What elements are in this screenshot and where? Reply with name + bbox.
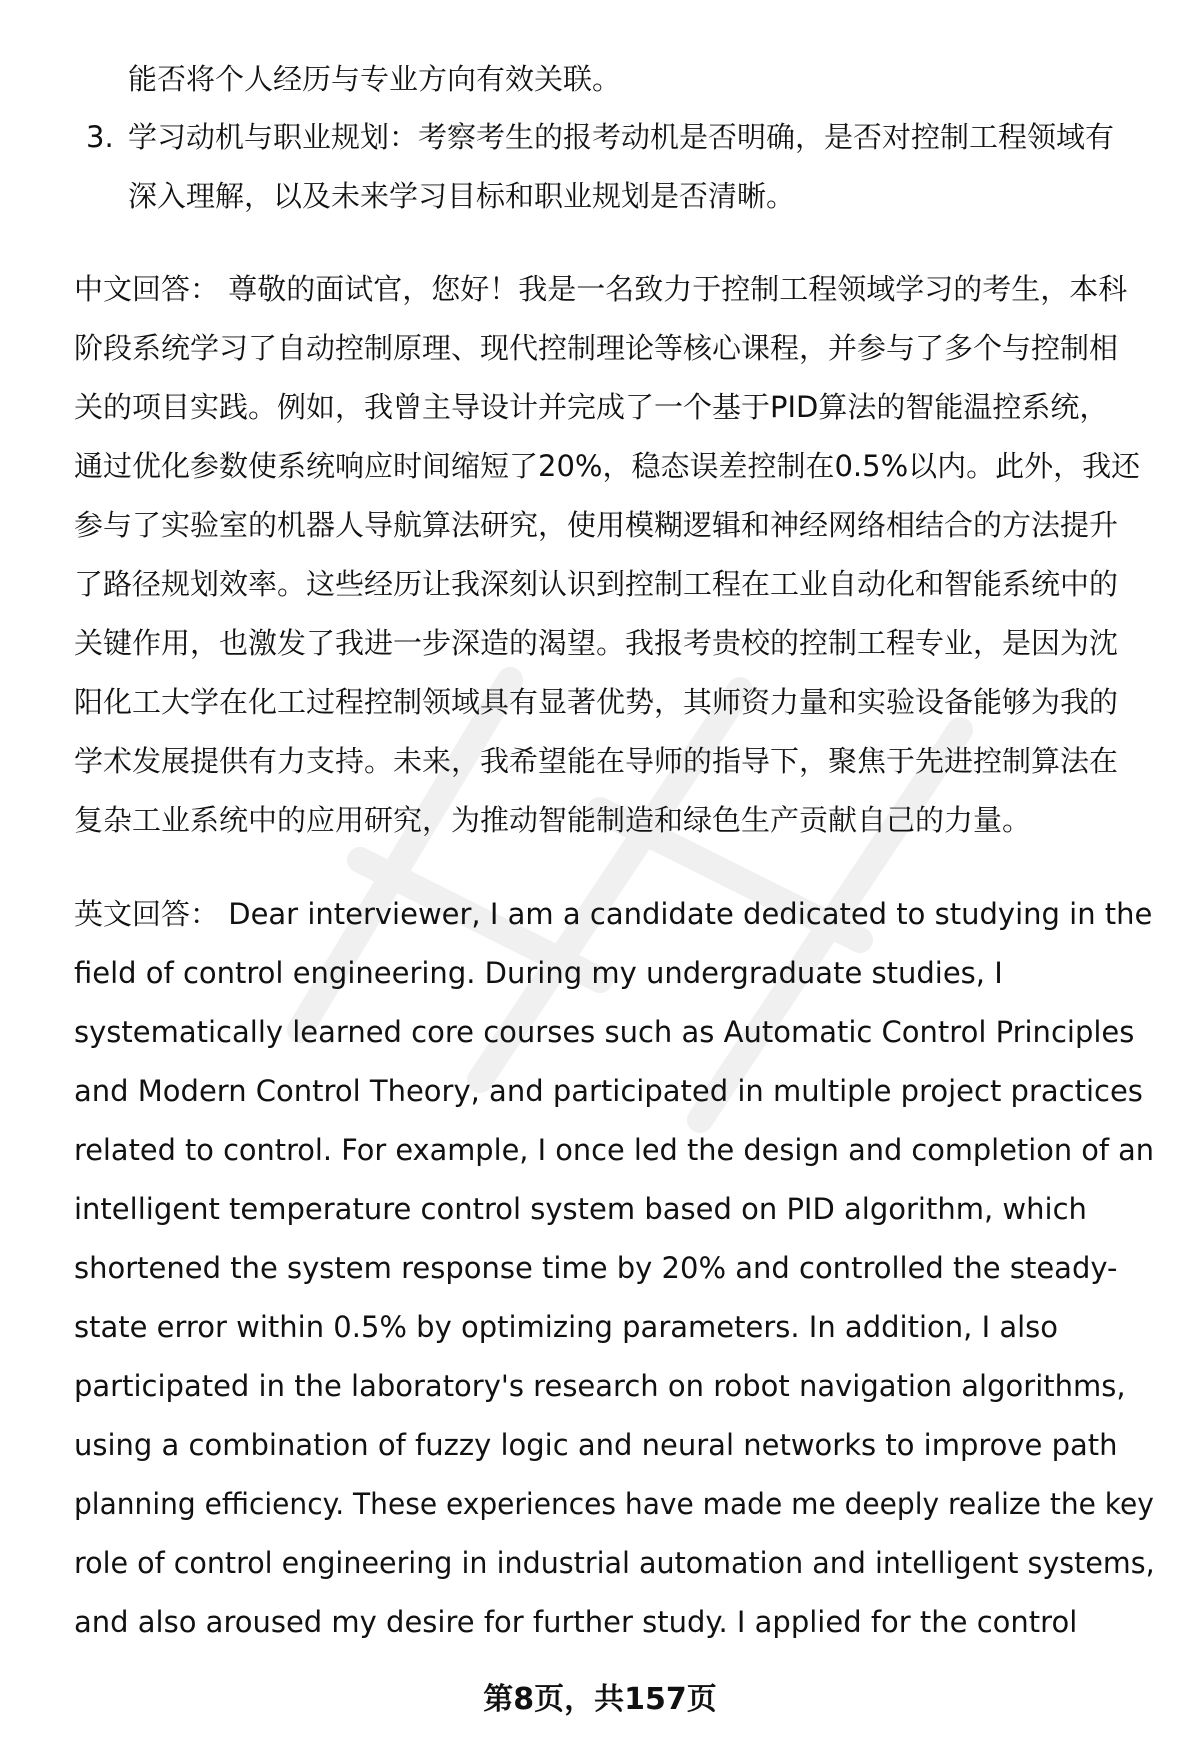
- paragraph-line: field of control engineering. During my undergraduate studies, I: [74, 956, 1003, 990]
- paragraph-line: 阶段系统学习了自动控制原理、现代控制理论等核心课程，并参与了多个与控制相: [74, 331, 1119, 365]
- paragraph-line: and Modern Control Theory, and participated in multiple project practices: [74, 1074, 1143, 1108]
- criteria-text: [128, 108, 1158, 226]
- page-footer: 第8页，共157页: [483, 1682, 717, 1717]
- english-answer-first-line: Dear interviewer, I am a candidate dedicated to studying in the: [219, 897, 1153, 931]
- chinese-answer-first-line: 尊敬的面试官，您好！我是一名致力于控制工程领域学习的考生，本科: [219, 272, 1128, 306]
- paragraph-line: 通过优化参数使系统响应时间缩短了20%，稳态误差控制在0.5%以内。此外，我还: [74, 449, 1141, 483]
- paragraph-line: participated in the laboratory's research on robot navigation algorithms,: [74, 1369, 1126, 1403]
- english-answer-label: 英文回答：: [74, 897, 220, 931]
- paragraph-line: using a combination of fuzzy logic and neural networks to improve path: [74, 1428, 1118, 1462]
- paragraph-line: related to control. For example, I once led the design and completion of an: [74, 1133, 1155, 1167]
- paragraph-line: 学术发展提供有力支持。未来，我希望能在导师的指导下，聚焦于先进控制算法在: [74, 744, 1119, 778]
- paragraph-line: 了路径规划效率。这些经历让我深刻认识到控制工程在工业自动化和智能系统中的: [74, 567, 1119, 601]
- paragraph-line: state error within 0.5% by optimizing parameters. In addition, I also: [74, 1310, 1059, 1344]
- paragraph-line: and also aroused my desire for further study. I applied for the control: [74, 1605, 1078, 1639]
- paragraph-line: role of control engineering in industrial automation and intelligent systems,: [74, 1546, 1155, 1580]
- criteria-line: 深入理解，以及未来学习目标和职业规划是否清晰。: [128, 179, 796, 213]
- english-answer-paragraph: [74, 885, 1154, 1652]
- paragraph-line: systematically learned core courses such as Automatic Control Principles: [74, 1015, 1135, 1049]
- criteria-line: 学习动机与职业规划：考察考生的报考动机是否明确，是否对控制工程领域有: [128, 120, 1115, 154]
- paragraph-line: 关的项目实践。例如，我曾主导设计并完成了一个基于PID算法的智能温控系统，: [74, 390, 1109, 424]
- paragraph-line: [74, 885, 1154, 944]
- paragraph-line: 参与了实验室的机器人导航算法研究，使用模糊逻辑和神经网络相结合的方法提升: [74, 508, 1119, 542]
- paragraph-line: planning efficiency. These experiences have made me deeply realize the key: [74, 1487, 1154, 1521]
- paragraph-line: 复杂工业系统中的应用研究，为推动智能制造和绿色生产贡献自己的力量。: [74, 803, 1032, 837]
- paragraph-line: 关键作用，也激发了我进一步深造的渴望。我报考贵校的控制工程专业，是因为沈: [74, 626, 1119, 660]
- paragraph-line: [74, 260, 1154, 319]
- paragraph-line: 阳化工大学在化工过程控制领域具有显著优势，其师资力量和实验设备能够为我的: [74, 685, 1119, 719]
- continuation-line: 能否将个人经历与专业方向有效关联。: [128, 62, 622, 96]
- paragraph-line: shortened the system response time by 20% and controlled the steady-: [74, 1251, 1118, 1285]
- chinese-answer-label: 中文回答：: [74, 272, 220, 306]
- chinese-answer-paragraph: [74, 260, 1154, 850]
- list-number: 3.: [86, 120, 114, 154]
- paragraph-line: intelligent temperature control system based on PID algorithm, which: [74, 1192, 1087, 1226]
